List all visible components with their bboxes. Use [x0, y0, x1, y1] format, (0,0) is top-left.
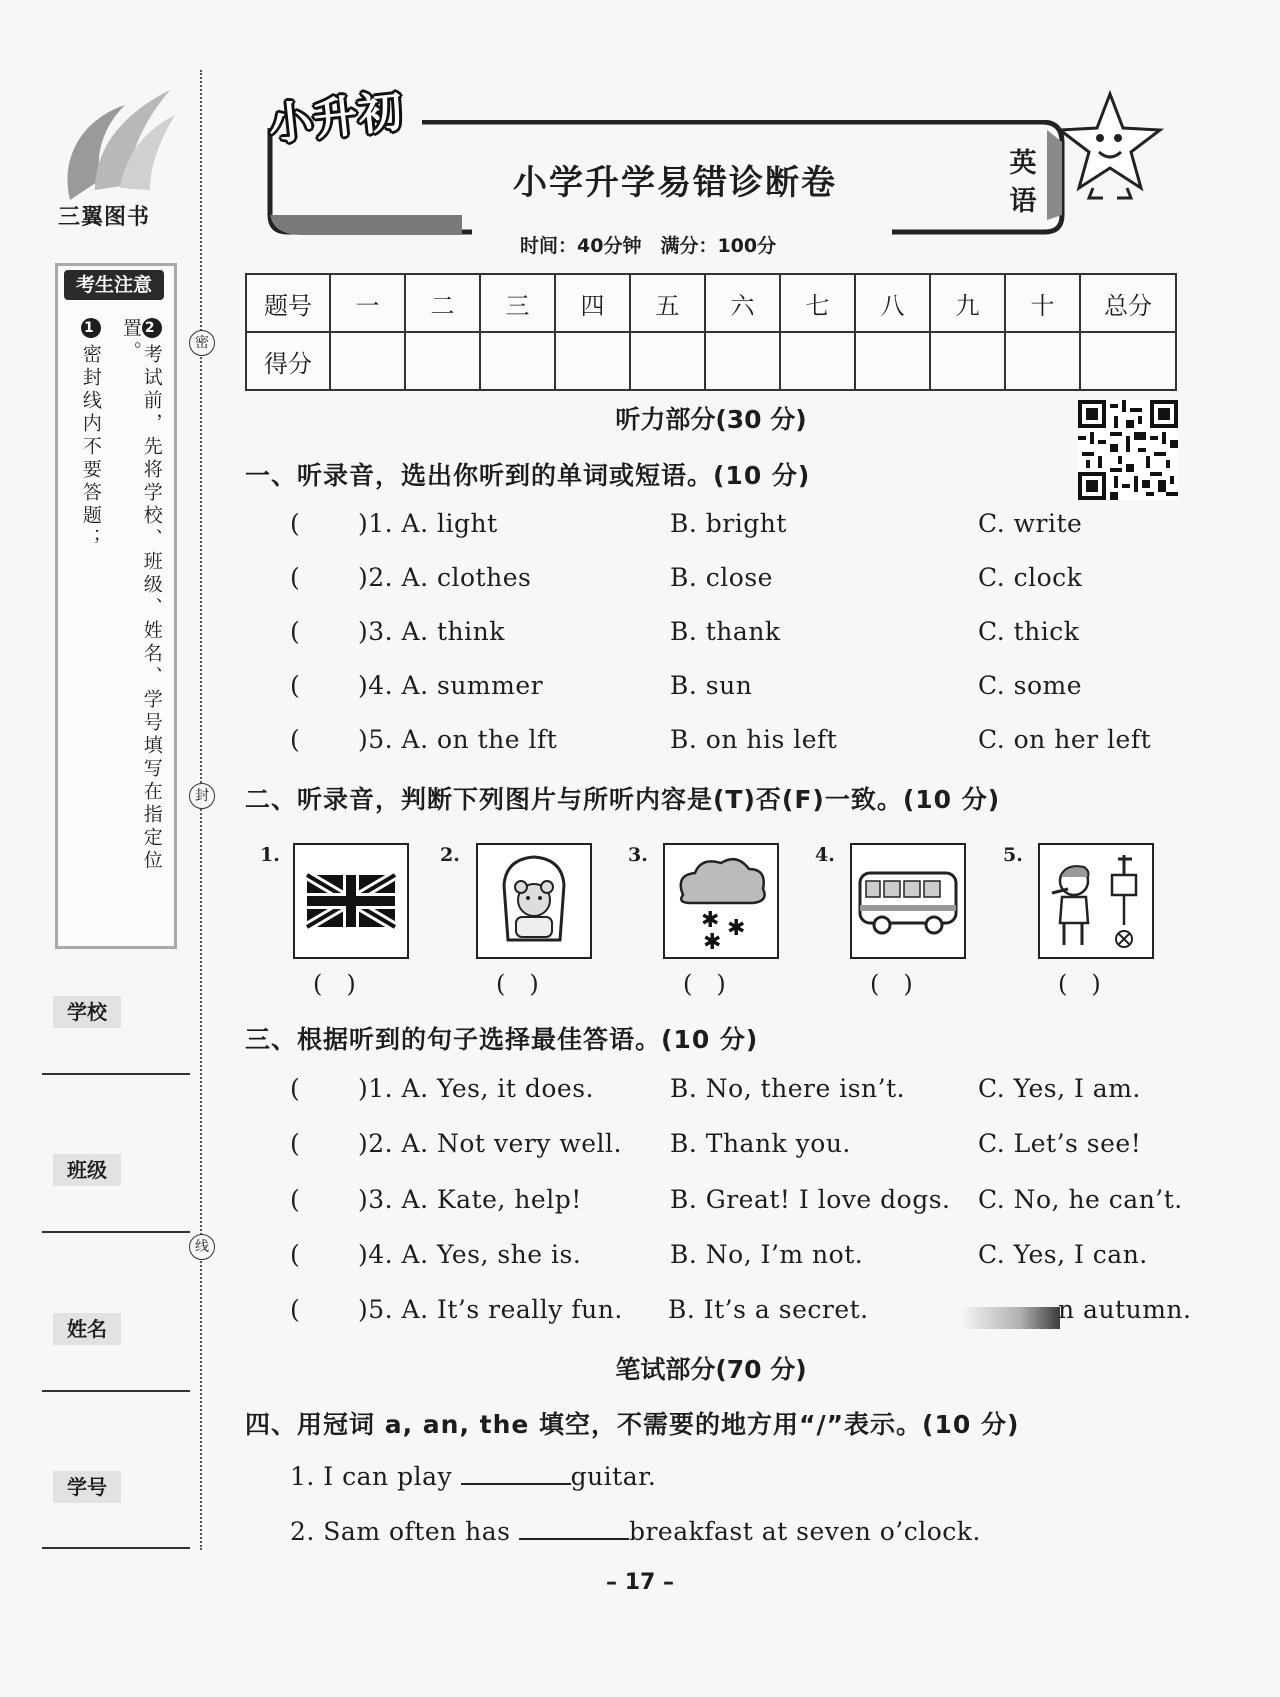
s1-option-c: C. thick [978, 617, 1080, 646]
score-input[interactable] [855, 332, 930, 390]
picture-answer-paren[interactable]: ( ) [683, 970, 726, 998]
notice-item-1 [80, 318, 101, 618]
answer-paren[interactable]: ( [290, 725, 301, 754]
score-cell: 一 [330, 274, 405, 332]
picture-answer-paren[interactable]: ( ) [870, 970, 913, 998]
fill-blank-input[interactable] [461, 1461, 571, 1485]
s1-option-a: )2. A. clothes [358, 563, 532, 592]
class-label: 班级 [53, 1154, 121, 1186]
notice-text-2: 考试前，先将学校、班级、姓名、学号填写在指定位置。 [119, 318, 163, 873]
name-field[interactable] [42, 1390, 190, 1392]
s3-option-b: B. Great! I love dogs. [670, 1185, 951, 1214]
s3-option-c: C. Yes, I can. [978, 1240, 1148, 1269]
score-input[interactable] [480, 332, 555, 390]
s1-option-c: C. some [978, 671, 1083, 700]
s3-option-a: )2. A. Not very well. [358, 1129, 622, 1158]
score-cell: 七 [780, 274, 855, 332]
score-input[interactable] [930, 332, 1005, 390]
s3-option-a: )4. A. Yes, she is. [358, 1240, 582, 1269]
s1-option-a: )5. A. on the lft [358, 725, 558, 754]
page-title: 小学升学易错诊断卷 [513, 163, 837, 203]
score-cell: 九 [930, 274, 1005, 332]
student-id-label: 学号 [53, 1471, 121, 1503]
writing-title: 笔试部分(70 分) [615, 1355, 807, 1384]
svg-text:✱: ✱ [703, 930, 722, 955]
subject-char-2: 语 [1009, 186, 1037, 217]
seal-mark-mi: 密 [189, 330, 215, 356]
answer-paren[interactable]: ( [290, 509, 301, 538]
s1-option-a: )3. A. think [358, 617, 505, 646]
score-cell: 总分 [1080, 274, 1176, 332]
s1-option-a: )1. A. light [358, 509, 498, 538]
picture-number: 1. [260, 844, 280, 866]
score-cell: 题号 [246, 274, 330, 332]
notice-item-2 [120, 318, 162, 918]
picture-number: 5. [1003, 844, 1023, 866]
school-label: 学校 [53, 996, 121, 1028]
s1-option-b: B. close [670, 563, 773, 592]
score-input[interactable] [630, 332, 705, 390]
fill-blank-text: breakfast at seven o’clock. [628, 1517, 981, 1546]
seal-line [200, 70, 202, 1550]
picture-number: 4. [815, 844, 835, 866]
s3-option-a: )3. A. Kate, help! [358, 1185, 582, 1214]
answer-paren[interactable]: ( [290, 671, 301, 700]
s1-option-c: C. on her left [978, 725, 1152, 754]
s1-option-c: C. clock [978, 563, 1083, 592]
time-info: 时间：40分钟 满分：100分 [520, 235, 777, 257]
blurred-text-smudge [960, 1307, 1060, 1329]
answer-paren[interactable]: ( [290, 1074, 301, 1103]
s3-option-b: B. No, I’m not. [670, 1240, 864, 1269]
score-cell: 六 [705, 274, 780, 332]
s3-option-c: C. No, he can’t. [978, 1185, 1183, 1214]
fill-blank-text: 2. Sam often has [290, 1517, 519, 1546]
s3-option-c-partial: n autumn. [1058, 1295, 1192, 1324]
answer-paren[interactable]: ( [290, 1129, 301, 1158]
boy-brushing-teeth-icon [1040, 845, 1152, 957]
score-input[interactable] [705, 332, 780, 390]
section-1-title: 一、听录音，选出你听到的单词或短语。(10 分) [245, 461, 811, 490]
picture-bus [850, 843, 966, 959]
picture-uk-flag [293, 843, 409, 959]
score-cell: 八 [855, 274, 930, 332]
school-field[interactable] [42, 1073, 190, 1075]
section-3-title: 三、根据听到的句子选择最佳答语。(10 分) [245, 1025, 759, 1054]
score-value-row [246, 332, 1176, 390]
answer-paren[interactable]: ( [290, 617, 301, 646]
s1-option-b: B. thank [670, 617, 781, 646]
section-2-title: 二、听录音，判断下列图片与所听内容是(T)否(F)一致。(10 分) [245, 785, 1001, 814]
s1-option-b: B. on his left [670, 725, 838, 754]
score-cell: 三 [480, 274, 555, 332]
score-input[interactable] [1080, 332, 1176, 390]
picture-answer-paren[interactable]: ( ) [1058, 970, 1101, 998]
answer-paren[interactable]: ( [290, 1295, 301, 1324]
s3-option-b: B. It’s a secret. [668, 1295, 869, 1324]
star-mascot-icon [1055, 90, 1165, 205]
notice-title: 考生注意 [64, 270, 164, 300]
publisher-logo [50, 70, 180, 220]
svg-text:✱: ✱ [727, 916, 746, 941]
picture-answer-paren[interactable]: ( ) [496, 970, 539, 998]
score-input[interactable] [330, 332, 405, 390]
score-cell: 四 [555, 274, 630, 332]
answer-paren[interactable]: ( [290, 1240, 301, 1269]
score-row-label: 得分 [246, 332, 330, 390]
bus-icon [852, 845, 964, 957]
score-input[interactable] [405, 332, 480, 390]
name-label: 姓名 [53, 1313, 121, 1345]
page-number: – 17 – [606, 1570, 674, 1595]
score-cell: 五 [630, 274, 705, 332]
svg-text:✱: ✱ [701, 908, 720, 933]
s1-option-a: )4. A. summer [358, 671, 544, 700]
fill-blank-input[interactable] [519, 1516, 629, 1540]
s3-option-b: B. No, there isn’t. [670, 1074, 906, 1103]
picture-answer-paren[interactable]: ( ) [313, 970, 356, 998]
uk-flag-icon [295, 845, 407, 957]
score-input[interactable] [1005, 332, 1080, 390]
fill-blank-item-2 [290, 1516, 981, 1546]
notice-text-1: 密封线内不要答题； [79, 344, 102, 551]
s3-option-c: C. Yes, I am. [978, 1074, 1141, 1103]
score-header-row [246, 274, 1176, 332]
snow-cloud-icon [665, 845, 777, 957]
subject-label [1005, 145, 1041, 221]
fill-blank-text: guitar. [570, 1462, 657, 1491]
student-id-field[interactable] [42, 1547, 190, 1549]
score-cell: 十 [1005, 274, 1080, 332]
answer-paren[interactable]: ( [290, 1185, 301, 1214]
picture-snow-cloud [663, 843, 779, 959]
subject-char-1: 英 [1009, 148, 1037, 179]
listening-title: 听力部分(30 分) [615, 405, 807, 434]
s1-option-b: B. sun [670, 671, 753, 700]
s3-option-a: )1. A. Yes, it does. [358, 1074, 594, 1103]
notice-marker-1: 1 [81, 318, 101, 338]
score-input[interactable] [780, 332, 855, 390]
class-field[interactable] [42, 1231, 190, 1233]
score-cell: 二 [405, 274, 480, 332]
publisher-brand: 三翼图书 [58, 205, 151, 230]
picture-backpack [476, 843, 592, 959]
seal-mark-xian: 线 [189, 1234, 215, 1260]
score-table [245, 273, 1177, 391]
seal-mark-feng: 封 [189, 783, 215, 809]
backpack-icon [478, 845, 590, 957]
s3-option-c: C. Let’s see! [978, 1129, 1142, 1158]
score-input[interactable] [555, 332, 630, 390]
fill-blank-text: 1. I can play [290, 1462, 461, 1491]
s1-option-c: C. write [978, 509, 1083, 538]
s3-option-b: B. Thank you. [670, 1129, 851, 1158]
header-badge: 小升初 [266, 86, 406, 151]
notice-marker-2: 2 [142, 318, 162, 338]
picture-number: 2. [440, 844, 460, 866]
s3-option-a: )5. A. It’s really fun. [358, 1295, 623, 1324]
s1-option-b: B. bright [670, 509, 787, 538]
picture-number: 3. [628, 844, 648, 866]
picture-boy-faucet [1038, 843, 1154, 959]
answer-paren[interactable]: ( [290, 563, 301, 592]
section-4-title: 四、用冠词 a, an, the 填空，不需要的地方用“/”表示。(10 分) [245, 1410, 1020, 1439]
fill-blank-item-1 [290, 1461, 656, 1491]
